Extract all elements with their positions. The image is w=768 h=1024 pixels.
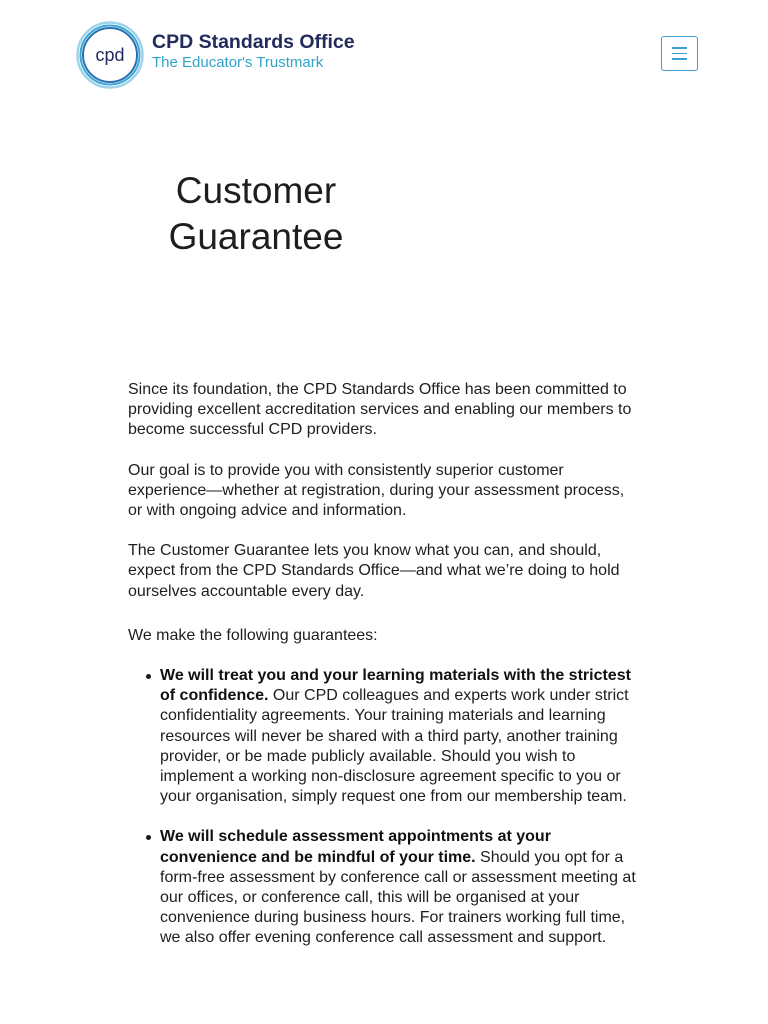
guarantee-heading: We will treat you and your learning materials with the strictest of confidence. [160, 667, 631, 705]
logo-text [152, 31, 355, 71]
page-title [128, 168, 384, 260]
guarantee-body: Our CPD colleagues and experts work under strict confidentiality agreements. Your training materials and learning resources will never be shared with a third party, another training provider, or be made publicly available. Should you wish to implement a working non-disclosure agreement specific to you or your organisation, simply request one from our membership team. [160, 687, 629, 806]
guarantees-lead-in: We make the following guarantees: [128, 626, 378, 644]
hamburger-menu-icon [672, 47, 687, 49]
brand-name: CPD Standards Office [152, 31, 355, 53]
intro-paragraph-3: The Customer Guarantee lets you know what you can, and should, expect from the CPD Standards Office—and what we’re doing to hold ourselves accountable every day. [128, 542, 620, 600]
logo-mark-text: cpd [95, 45, 125, 65]
site-logo[interactable] [76, 21, 355, 89]
list-item [128, 827, 642, 948]
guarantee-heading: We will schedule assessment appointments at your convenience and be mindful of your time. [160, 828, 551, 866]
hamburger-menu-icon [672, 58, 687, 60]
guarantee-body: Should you opt for a form-free assessment by conference call or assessment meeting at our offices, or conference call, this will be organised at your convenience during business hours. For trainers working full time, we also offer evening conference call assessment and support. [160, 848, 636, 947]
main-content [128, 380, 642, 969]
page-title-line-1: Customer [175, 170, 337, 211]
intro-paragraph-2: Our goal is to provide you with consistently superior customer experience—whether at registration, during your assessment process, or with ongoing advice and information. [128, 461, 625, 520]
guarantee-list [128, 666, 642, 949]
intro-paragraph-1: Since its foundation, the CPD Standards Office has been committed to providing excellent accreditation services and enabling our members to become successful CPD providers. [128, 381, 632, 439]
menu-toggle-button[interactable] [661, 36, 698, 71]
list-item [128, 666, 642, 807]
brand-tagline: The Educator's Trustmark [152, 54, 324, 71]
page-title-line-2: Guarantee [168, 216, 344, 257]
cpd-logo-icon [76, 21, 144, 89]
hamburger-menu-icon [672, 53, 687, 55]
site-header [0, 0, 768, 110]
